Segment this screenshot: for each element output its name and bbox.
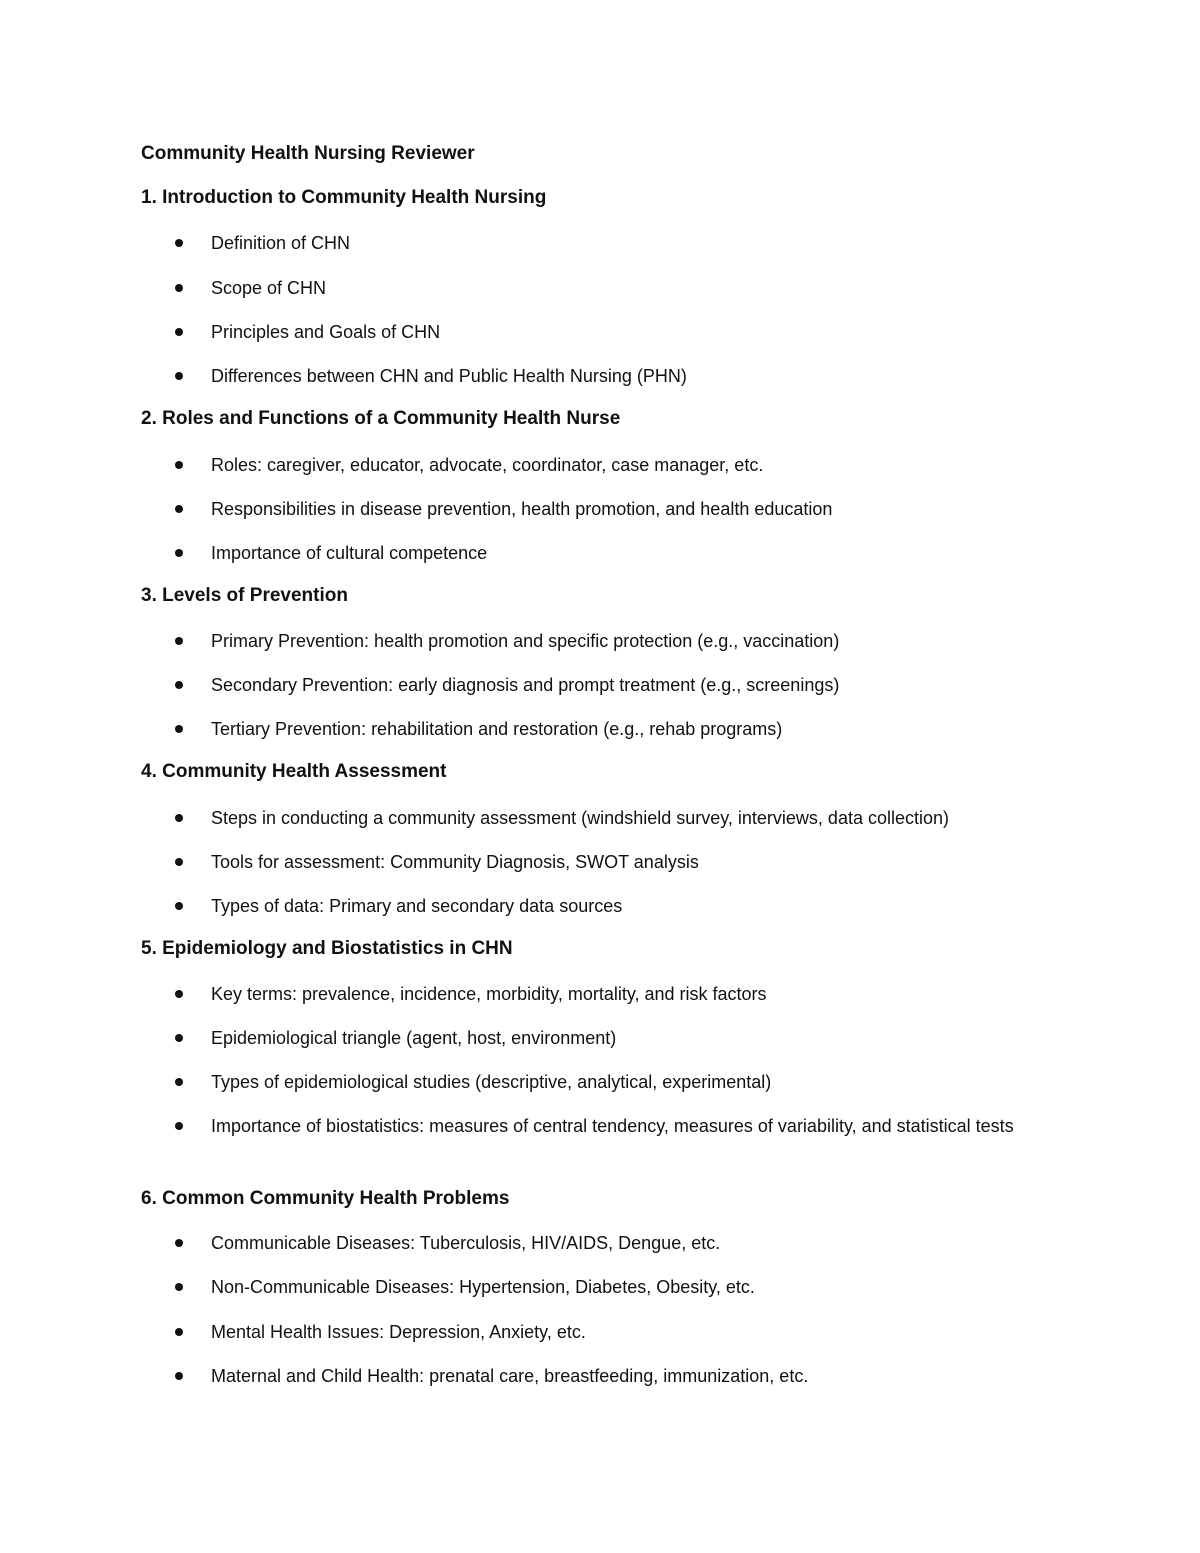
list-item-text: Mental Health Issues: Depression, Anxiety, etc. <box>211 1322 586 1342</box>
list-item <box>172 273 1072 303</box>
list-item <box>172 670 1072 700</box>
section-heading-1: 1. Introduction to Community Health Nursing <box>141 187 547 208</box>
section-heading-4: 4. Community Health Assessment <box>141 761 447 782</box>
list-item <box>172 891 1072 921</box>
list-item <box>172 979 1072 1009</box>
list-item <box>172 1067 1072 1097</box>
bullet-icon <box>175 681 183 689</box>
list-item <box>172 1111 1072 1141</box>
list-item-text: Importance of cultural competence <box>211 543 488 563</box>
list-item-text: Non-Communicable Diseases: Hypertension, Diabetes, Obesity, etc. <box>211 1277 755 1297</box>
list-item <box>172 1023 1072 1053</box>
list-item <box>172 538 1072 568</box>
list-item-text: Scope of CHN <box>211 278 327 298</box>
list-item-text: Roles: caregiver, educator, advocate, coordinator, case manager, etc. <box>211 455 764 475</box>
list-item-text: Principles and Goals of CHN <box>211 322 441 342</box>
list-item <box>172 803 1072 833</box>
list-item <box>172 1361 1072 1391</box>
list-item <box>172 317 1072 347</box>
list-item-text: Types of data: Primary and secondary data sources <box>211 896 623 916</box>
list-item-text: Secondary Prevention: early diagnosis and prompt treatment (e.g., screenings) <box>211 675 840 695</box>
list-item-text: Differences between CHN and Public Health Nursing (PHN) <box>211 366 687 386</box>
bullet-icon <box>175 1078 183 1086</box>
bullet-icon <box>175 1122 183 1130</box>
bullet-icon <box>175 549 183 557</box>
list-item-text: Definition of CHN <box>211 233 351 253</box>
bullet-icon <box>175 637 183 645</box>
list-item <box>172 847 1072 877</box>
list-item-text: Responsibilities in disease prevention, health promotion, and health education <box>211 499 833 519</box>
list-item <box>172 1317 1072 1347</box>
list-item-text: Key terms: prevalence, incidence, morbidity, mortality, and risk factors <box>211 984 767 1004</box>
bullet-icon <box>175 1372 183 1380</box>
bullet-icon <box>175 725 183 733</box>
list-item <box>172 494 1072 524</box>
list-item <box>172 361 1072 391</box>
bullet-icon <box>175 239 183 247</box>
bullet-icon <box>175 1034 183 1042</box>
list-item-text: Maternal and Child Health: prenatal care, breastfeeding, immunization, etc. <box>211 1366 809 1386</box>
list-item <box>172 1272 1072 1302</box>
bullet-icon <box>175 1283 183 1291</box>
list-item <box>172 450 1072 480</box>
section-heading-5: 5. Epidemiology and Biostatistics in CHN <box>141 938 513 959</box>
list-item-text: Tertiary Prevention: rehabilitation and restoration (e.g., rehab programs) <box>211 719 783 739</box>
list-item-text: Tools for assessment: Community Diagnosis, SWOT analysis <box>211 852 699 872</box>
list-item-text: Steps in conducting a community assessment (windshield survey, interviews, data collection) <box>211 808 949 828</box>
list-item <box>172 228 1072 258</box>
bullet-icon <box>175 902 183 910</box>
document-title: Community Health Nursing Reviewer <box>141 143 475 164</box>
bullet-icon <box>175 1239 183 1247</box>
section-heading-2: 2. Roles and Functions of a Community Health Nurse <box>141 408 621 429</box>
list-item <box>172 714 1072 744</box>
list-item-text: Types of epidemiological studies (descriptive, analytical, experimental) <box>211 1072 772 1092</box>
list-item-text: Importance of biostatistics: measures of central tendency, measures of variability, and statistical tests <box>211 1116 1014 1136</box>
bullet-icon <box>175 284 183 292</box>
section-heading-3: 3. Levels of Prevention <box>141 585 348 606</box>
bullet-icon <box>175 1328 183 1336</box>
list-item-text: Communicable Diseases: Tuberculosis, HIV/AIDS, Dengue, etc. <box>211 1233 721 1253</box>
bullet-icon <box>175 372 183 380</box>
bullet-icon <box>175 814 183 822</box>
bullet-icon <box>175 461 183 469</box>
bullet-icon <box>175 328 183 336</box>
list-item <box>172 626 1072 656</box>
list-item <box>172 1228 1072 1258</box>
list-item-text: Primary Prevention: health promotion and specific protection (e.g., vaccination) <box>211 631 840 651</box>
list-item-text: Epidemiological triangle (agent, host, environment) <box>211 1028 617 1048</box>
bullet-icon <box>175 990 183 998</box>
bullet-icon <box>175 505 183 513</box>
bullet-icon <box>175 858 183 866</box>
section-heading-6: 6. Common Community Health Problems <box>141 1188 510 1209</box>
